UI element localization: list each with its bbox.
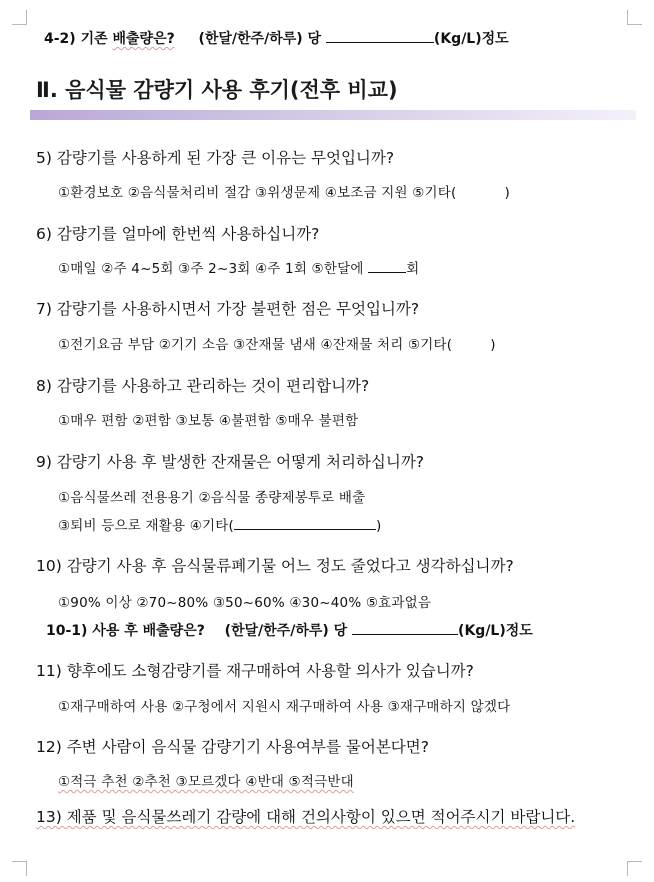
question-8: 8) 감량기를 사용하고 관리하는 것이 편리합니까? (36, 377, 370, 395)
section-title: Ⅱ. 음식물 감량기 사용 후기(전후 비교) (36, 78, 398, 102)
options-12: ①적극 추천 ②추천 ③모르겠다 ④반대 ⑤적극반대 (58, 774, 354, 790)
question-5: 5) 감량기를 사용하게 된 가장 큰 이유는 무엇입니까? (36, 149, 395, 167)
crop-mark-top-right (627, 10, 642, 25)
options-6: ①매일 ②주 4~5회 ③주 2~3회 ④주 1회 ⑤한달에 회 (58, 257, 419, 277)
crop-mark-top-left (12, 10, 27, 25)
question-9: 9) 감량기 사용 후 발생한 잔재물은 어떻게 처리하십니까? (36, 453, 425, 471)
answer-blank[interactable] (368, 258, 406, 273)
options-5: ①환경보호 ②음식물처리비 절감 ③위생문제 ④보조금 지원 ⑤기타( ) (58, 185, 510, 201)
options-9-row-2: ③퇴비 등으로 재활용 ④기타( ) (58, 514, 381, 534)
question-11: 11) 향후에도 소형감량기를 재구매하여 사용할 의사가 있습니까? (36, 662, 474, 680)
options-7: ①전기요금 부담 ②기기 소음 ③잔재물 냄새 ④잔재물 처리 ⑤기타( ) (58, 337, 496, 353)
crop-mark-bottom-right (627, 861, 642, 876)
options-9-row-1: ①음식물쓰레 전용용기 ②음식물 종량제봉투로 배출 (58, 490, 366, 506)
section-divider (30, 110, 636, 120)
options-11: ①재구매하여 사용 ②구청에서 지원시 재구매하여 사용 ③재구매하지 않겠다 (58, 699, 511, 715)
question-4-2: 4-2) 기존 배출량은? (한달/한주/하루) 당 (Kg/L)정도 (44, 28, 509, 48)
crop-mark-bottom-left (12, 861, 27, 876)
question-10: 10) 감량기 사용 후 음식물류폐기물 어느 정도 줄었다고 생각하십니까? (36, 557, 514, 575)
question-6: 6) 감량기를 얼마에 한번씩 사용하십니까? (36, 225, 320, 243)
answer-blank[interactable] (352, 620, 458, 635)
question-13: 13) 제품 및 음식물쓰레기 감량에 대해 건의사항이 있으면 적어주시기 바랍니다. (36, 808, 576, 826)
question-12: 12) 주변 사람이 음식물 감량기기 사용여부를 물어본다면? (36, 738, 429, 756)
question-7: 7) 감량기를 사용하시면서 가장 불편한 점은 무엇입니까? (36, 300, 420, 318)
answer-blank[interactable] (326, 28, 434, 43)
answer-blank[interactable] (234, 515, 376, 530)
options-8: ①매우 편함 ②편함 ③보통 ④불편함 ⑤매우 불편함 (58, 413, 359, 429)
options-10: ①90% 이상 ②70~80% ③50~60% ④30~40% ⑤효과없음 (58, 595, 432, 611)
question-10-1: 10-1) 사용 후 배출량은? (한달/한주/하루) 당 (Kg/L)정도 (46, 620, 533, 640)
